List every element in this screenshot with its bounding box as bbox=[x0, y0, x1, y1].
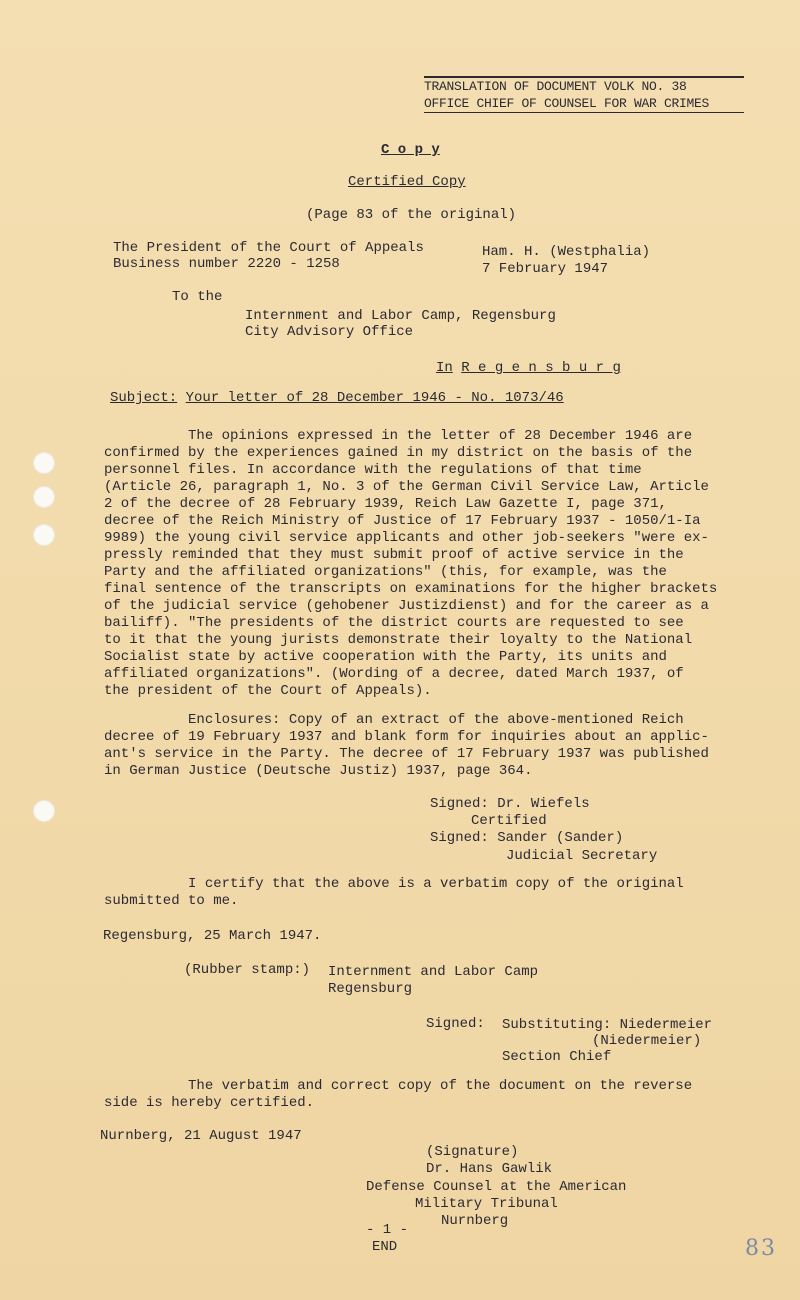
page-number: - 1 - bbox=[366, 1222, 409, 1238]
sender-line-1: The President of the Court of Appeals bbox=[113, 240, 424, 256]
header-line-1: TRANSLATION OF DOCUMENT VOLK NO. 38 bbox=[424, 79, 687, 94]
signature3-line-4: Military Tribunal bbox=[415, 1196, 558, 1212]
subject-label: Subject: bbox=[110, 390, 178, 406]
punch-hole bbox=[33, 486, 55, 508]
signature1-signed bbox=[430, 796, 590, 813]
text-line: The verbatim and correct copy of the document on the reverse bbox=[104, 1078, 693, 1094]
text-line: ant's service in the Party. The decree of 17 February 1937 was published bbox=[104, 746, 709, 762]
nurnberg-date: Nurnberg, 21 August 1947 bbox=[100, 1128, 302, 1144]
signed-label: Signed: bbox=[430, 830, 489, 846]
text-line: to it that the young jurists demonstrate their loyalty to the National bbox=[104, 632, 693, 648]
signer-name-2: Sander (Sander) bbox=[497, 830, 624, 846]
text-line: Enclosures: Copy of an extract of the above-mentioned Reich bbox=[104, 712, 684, 728]
text-line: personnel files. In accordance with the regulations of that time bbox=[104, 462, 642, 478]
punch-hole bbox=[33, 524, 55, 546]
signature3-line-3: Defense Counsel at the American bbox=[366, 1179, 627, 1195]
signature3-line-1: (Signature) bbox=[426, 1144, 519, 1160]
header-line-2: OFFICE CHIEF OF COUNSEL FOR WAR CRIMES bbox=[424, 95, 744, 113]
text-line: confirmed by the experiences gained in my district on the basis of the bbox=[104, 445, 693, 461]
signature1-title: Judicial Secretary bbox=[506, 848, 658, 864]
text-line: Socialist state by active cooperation with the Party, its units and bbox=[104, 649, 667, 665]
text-line: side is hereby certified. bbox=[104, 1095, 315, 1111]
text-line: 9989) the young civil service applicants and other job-seekers "were ex- bbox=[104, 530, 709, 546]
signature2-signed-label: Signed: bbox=[426, 1016, 485, 1032]
recipient-in-city bbox=[436, 360, 621, 377]
in-city: R e g e n s b u r g bbox=[461, 360, 621, 376]
text-line: the president of the Court of Appeals). bbox=[104, 683, 432, 699]
rubber-stamp-line-2: Regensburg bbox=[328, 981, 413, 997]
signature1-signed-2 bbox=[430, 830, 623, 847]
signed-label: Signed: bbox=[430, 796, 489, 812]
text-line: final sentence of the transcripts on examinations for the higher brackets bbox=[104, 581, 718, 597]
subject-line bbox=[110, 390, 564, 407]
text-line: of the judicial service (gehobener Justizdienst) and for the career as a bbox=[104, 598, 709, 614]
text-line: in German Justice (Deutsche Justiz) 1937, page 364. bbox=[104, 763, 533, 779]
sender-line-2: Business number 2220 - 1258 bbox=[113, 256, 340, 272]
signature2-line-1: Substituting: Niedermeier bbox=[502, 1017, 713, 1033]
letter-date: 7 February 1947 bbox=[482, 261, 609, 277]
punch-hole bbox=[33, 452, 55, 474]
signature2-line-2: (Niedermeier) bbox=[592, 1033, 702, 1049]
text-line: 2 of the decree of 28 February 1939, Reich Law Gazette I, page 371, bbox=[104, 496, 667, 512]
end-marker: END bbox=[372, 1239, 398, 1255]
text-line: (Article 26, paragraph 1, No. 3 of the German Civil Service Law, Article bbox=[104, 479, 709, 495]
punch-hole bbox=[33, 800, 55, 822]
signature2-line-3: Section Chief bbox=[502, 1049, 612, 1065]
body-paragraph-1 bbox=[104, 428, 718, 700]
place-line: Ham. H. (Westphalia) bbox=[482, 244, 651, 260]
certified-copy-title: Certified Copy bbox=[348, 174, 466, 190]
text-line: affiliated organizations". (Wording of a decree, dated March 1937, of bbox=[104, 666, 684, 682]
body-paragraph-2 bbox=[104, 712, 708, 780]
text-line: Party and the affiliated organizations" (this, for example, was the bbox=[104, 564, 667, 580]
text-line: pressly reminded that they must submit proof of active service in the bbox=[104, 547, 684, 563]
recipient-line-2: City Advisory Office bbox=[245, 324, 414, 340]
handwritten-page-number: 83 bbox=[745, 1236, 777, 1261]
certify-paragraph bbox=[104, 876, 708, 910]
text-line: decree of the Reich Ministry of Justice of 17 February 1937 - 1050/1-Ia bbox=[104, 513, 701, 529]
regensburg-date: Regensburg, 25 March 1947. bbox=[103, 928, 322, 944]
signature3-line-2: Dr. Hans Gawlik bbox=[426, 1161, 553, 1177]
signer-name: Dr. Wiefels bbox=[497, 796, 590, 812]
translation-header bbox=[424, 76, 744, 113]
in-prefix: In bbox=[436, 360, 453, 376]
signature1-certified: Certified bbox=[471, 813, 547, 829]
text-line: submitted to me. bbox=[104, 893, 239, 909]
recipient-line-1: Internment and Labor Camp, Regensburg bbox=[245, 308, 556, 324]
recipient-to: To the bbox=[172, 289, 223, 305]
page-reference: (Page 83 of the original) bbox=[306, 207, 517, 223]
text-line: I certify that the above is a verbatim copy of the original bbox=[104, 876, 684, 892]
text-line: decree of 19 February 1937 and blank form for inquiries about an applic- bbox=[104, 729, 709, 745]
signature3-line-5: Nurnberg bbox=[441, 1213, 509, 1229]
rubber-stamp-line-1: Internment and Labor Camp bbox=[328, 964, 539, 980]
subject-text: Your letter of 28 December 1946 - No. 1073/46 bbox=[185, 390, 564, 406]
text-line: The opinions expressed in the letter of 28 December 1946 are bbox=[104, 428, 693, 444]
verbatim-paragraph bbox=[104, 1078, 708, 1112]
copy-title: C o p y bbox=[381, 142, 440, 158]
text-line: bailiff). "The presidents of the district courts are requested to see bbox=[104, 615, 684, 631]
rubber-stamp-label: (Rubber stamp:) bbox=[184, 962, 311, 978]
